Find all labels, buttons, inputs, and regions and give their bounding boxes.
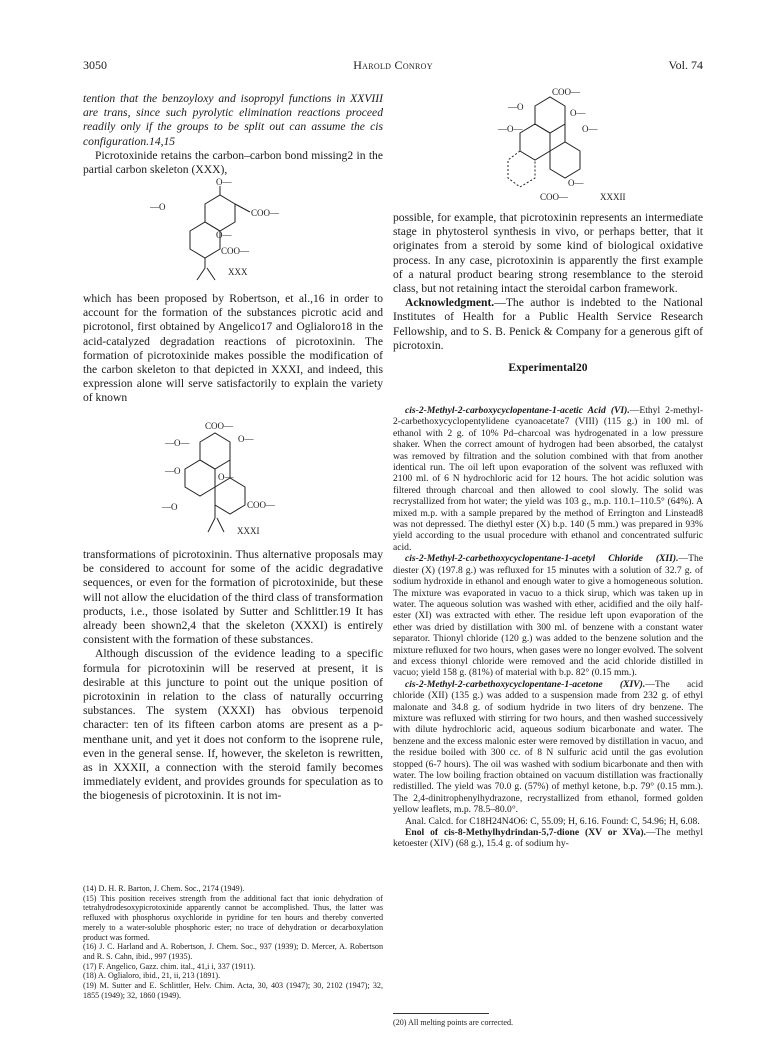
xxx-o-left: —O — [150, 202, 166, 212]
paragraph: which has been proposed by Robertson, et al.,16 in order to account for the formation of the substances picrotic acid and picrotonol, first obtained by Angelico17 and Oglialoro18 in the acid-catalyzed degradation reactions of picrotoxinin. The formation of picrotoxinide makes possible the modification of the carbon skeleton to that depicted in XXXI, and indeed, this expression alone will serve satisfactorily to explain the variety of known — [83, 292, 383, 405]
xxxi-o-c: —O — [165, 466, 181, 476]
xxxi-o-e: —O — [162, 502, 178, 512]
ack-text: —The author is indebted to the National Institutes of Health for a Public Health Service Research Fellowship, and to S. B. Penick & Company for a generous gift of picrotoxin. — [393, 296, 703, 352]
paragraph: Picrotoxinide retains the carbon–carbon bond missing2 in the partial carbon skeleton (XXX), — [83, 148, 383, 177]
left-footnotes — [83, 884, 383, 1000]
structure-label: XXXI — [237, 526, 260, 536]
structure-label: XXX — [228, 267, 248, 277]
procedure — [393, 679, 703, 816]
xxxii-o-a: —O — [508, 102, 524, 112]
procedure-title: Enol of cis-8-Methylhydrindan-5,7-dione (XV or XVa). — [405, 827, 646, 839]
procedure — [393, 827, 703, 850]
volume-number: Vol. 74 — [668, 58, 703, 72]
structure-xxxi — [150, 420, 320, 548]
structure-xxx — [150, 176, 320, 288]
footnote: (19) M. Sutter and E. Schlittler, Helv. Chim. Acta, 30, 403 (1947); 30, 2102 (1947); 32, 1855 (1949); 32, 1860 (1949). — [83, 981, 383, 1000]
xxxi-o-d: O— — [218, 472, 234, 482]
paragraph: Although discussion of the evidence leading to a specific formula for picrotoxinin will be reserved at present, it is desirable at this juncture to point out the unique position of picrotoxinin in relation to the class of naturally occurring substances. The system (XXXI) has obvious terpenoid character: ten of its fifteen carbon atoms are present as a p-menthane unit, and yet it does not conform to the isoprene rule, even in the general sense. If, however, the skeleton is rewritten, as in XXXII, a connection with the steroid family becomes immediately evident, and provides grounds for speculation as to the biogenesis of picrotoxinin. It is not im- — [83, 647, 383, 803]
footnote: (18) A. Oglialoro, ibid., 21, ii, 213 (1891). — [83, 971, 221, 981]
right-footnotes — [393, 1018, 703, 1028]
running-title: Harold Conroy — [353, 58, 433, 72]
procedure-text: —The acid chloride (XII) (135 g.) was added to a suspension made from 232 g. of ethyl malonate and 34.8 g. of sodium hydride in two liters of dry benzene. The mixture was refluxed with stirring for two hours, and then washed successively with dilute hydrochloric acid, aqueous sodium bicarbonate and water. The benzene and the excess malonic ester were removed by distillation in vacuo, and the residue boiled with 300 cc. of 8 N sulfuric acid until the gas evolution stopped (6-7 hours). The oil was washed with sodium bicarbonate and then with water. The low boiling fraction obtained on vacuum distillation was fractionally redistilled. The yield was 70.0 g. (57%) of methyl ketone, b.p. 79° (0.15 mm.). The 2,4-dinitrophenylhydrazone, recrystallized from ethanol, formed golden yellow leaflets, m.p. 78.5–80.0°. — [393, 678, 703, 816]
experimental-heading: Experimental20 — [508, 361, 588, 375]
footnote: (16) J. C. Harland and A. Robertson, J. Chem. Soc., 937 (1939); D. Mercer, A. Robertson and R. S. Cahn, ibid., 997 (1935). — [83, 942, 383, 961]
footnote: (14) D. H. R. Barton, J. Chem. Soc., 2174 (1949). — [83, 884, 245, 893]
procedure-title: cis-2-Methyl-2-carboxycyclopentane-1-acetic Acid (VI). — [405, 405, 630, 416]
left-column-bottom — [83, 548, 383, 804]
xxx-o-top: O— — [216, 177, 232, 187]
footnote: (15) This position receives strength from the additional fact that ionic dehydration of tetrahydrodesoxypicrotoxinide apparently cannot be accomplished. Thus, the latter was refluxed with phosphorus oxychloride in pyridine for ten hours and thereby converted merely to a water-soluble phosphoric ester; no trace of dehydration or decarboxylation product was formed. — [83, 893, 383, 942]
xxxii-o-c: —O— — [498, 124, 523, 134]
footnote: (17) F. Angelico, Gazz. chim. ital., 41,i i, 337 (1911). — [83, 961, 256, 971]
experimental-section — [393, 405, 703, 850]
procedure-title: cis-2-Methyl-2-carbethoxycyclopentane-1-acetyl Chloride (XII). — [405, 553, 679, 565]
left-column-mid — [83, 292, 383, 406]
procedure-title: cis-2-Methyl-2-carbethoxycyclopentane-1-acetone (XIV). — [405, 678, 646, 690]
paragraph: possible, for example, that picrotoxinin represents an intermediate stage in phytosterol synthesis in vivo, or perhaps better, that it originates from a steroid by some kind of biological oxidative process. In any case, picrotoxinin is apparently the first example of a natural product bearing strong resemblance to the steroid class, but not retaining intact the steroidal carbon framework. — [393, 211, 703, 296]
xxxi-o-b: O— — [238, 434, 254, 444]
right-column-top — [393, 211, 703, 379]
xxxi-coo-top: COO— — [205, 421, 234, 431]
procedure-text: —The methyl ketoester (XIV) (68 g.), 15.4 g. of sodium hy- — [393, 827, 703, 850]
paragraph: transformations of picrotoxinin. Thus alternative proposals may be considered to account for some of the acidic degradative sequences, or even for the formation of picrotoxinide, but these will not allow the elucidation of the third class of transformation products, i.e., those isolated by Sutter and Schlittler.19 It has already been shown2,4 that the skeleton (XXXI) is entirely consistent with the formation of these substances. — [83, 548, 383, 647]
procedure — [393, 405, 703, 553]
xxxii-coo-b: COO— — [540, 192, 569, 202]
page-number: 3050 — [83, 58, 107, 72]
ack-heading: Acknowledgment. — [405, 296, 495, 310]
xxx-coo-2: COO— — [221, 246, 250, 256]
left-column-top — [83, 92, 383, 177]
xxxi-o-a: —O— — [165, 438, 190, 448]
acknowledgment — [393, 296, 703, 353]
xxxii-o-e: O— — [568, 178, 584, 188]
xxxii-o-d: O— — [582, 124, 598, 134]
footnote: (20) All melting points are corrected. — [393, 1018, 514, 1027]
procedure-text: —The diester (X) (197.8 g.) was refluxed for 15 minutes with a solution of 32.7 g. of sodium hydroxide in ethanol and enough water to give a homogeneous solution. The mixture was evaporated in vacuo to a thick sirup, which was taken up in water. The aqueous solution was washed with ether, acidified and the oily half-ester (XI) was extracted with ether. The residue left upon evaporation of the ether was dried by distillation with 300 ml. of benzene with a constant water separator. Thionyl chloride (120 g.) was added to the benzene solution and the mixture refluxed for two hours, when gases were no longer evolved. The solvent and excess thionyl chloride were removed and the acid chloride distilled in vacuo; yield 158 g. (81%) of material with b.p. 82° (0.15 mm.). — [393, 553, 703, 679]
xxxii-coo-top: COO— — [552, 88, 581, 97]
xxx-coo-1: COO— — [251, 208, 280, 218]
running-header — [83, 58, 703, 74]
structure-xxxii — [480, 88, 660, 208]
structure-label: XXXII — [600, 192, 626, 202]
xxxi-coo-b: COO— — [247, 500, 276, 510]
paragraph: tention that the benzoyloxy and isopropyl functions in XXVIII are trans, since such pyrolytic elimination reactions proceed readily only if the groups to be split out can assume the cis configuration.14,15 — [83, 92, 383, 148]
footnote-rule — [393, 1013, 489, 1014]
procedure — [393, 553, 703, 678]
xxx-o-mid: O— — [216, 230, 232, 240]
procedure-text: —Ethyl 2-methyl-2-carbethoxycyclopentylidene cyanoacetate7 (VIII) (115 g.) in 100 ml. of ethanol with 2 g. of 10% Pd–charcoal was hydrogenated in a low pressure shaker. When the correct amount of hydrogen had been absorbed, the catalyst was removed by filtration and the solution combined with that from another identical run. The oil left upon evaporation of the solvent was refluxed with 2100 ml. of 6 N hydrochloric acid for 12 hours. The hot acidic solution was filtered through charcoal and then allowed to cool slowly. The solid was recrystallized from hot water; the yield was 103 g., m.p. 110.1–110.5° (64%). A mixed m.p. with a sample prepared by the method of Errington and Linstead8 was not depressed. The diethyl ester (X) b.p. 140 (5 mm.) was prepared in 93% yield according to the usual procedure with ethanol and concentrated sulfuric acid. — [393, 405, 704, 553]
xxxii-o-b: O— — [570, 108, 586, 118]
analysis: Anal. Calcd. for C18H24N4O6: C, 55.09; H, 6.16. Found: C, 54.96; H, 6.08. — [405, 815, 700, 827]
